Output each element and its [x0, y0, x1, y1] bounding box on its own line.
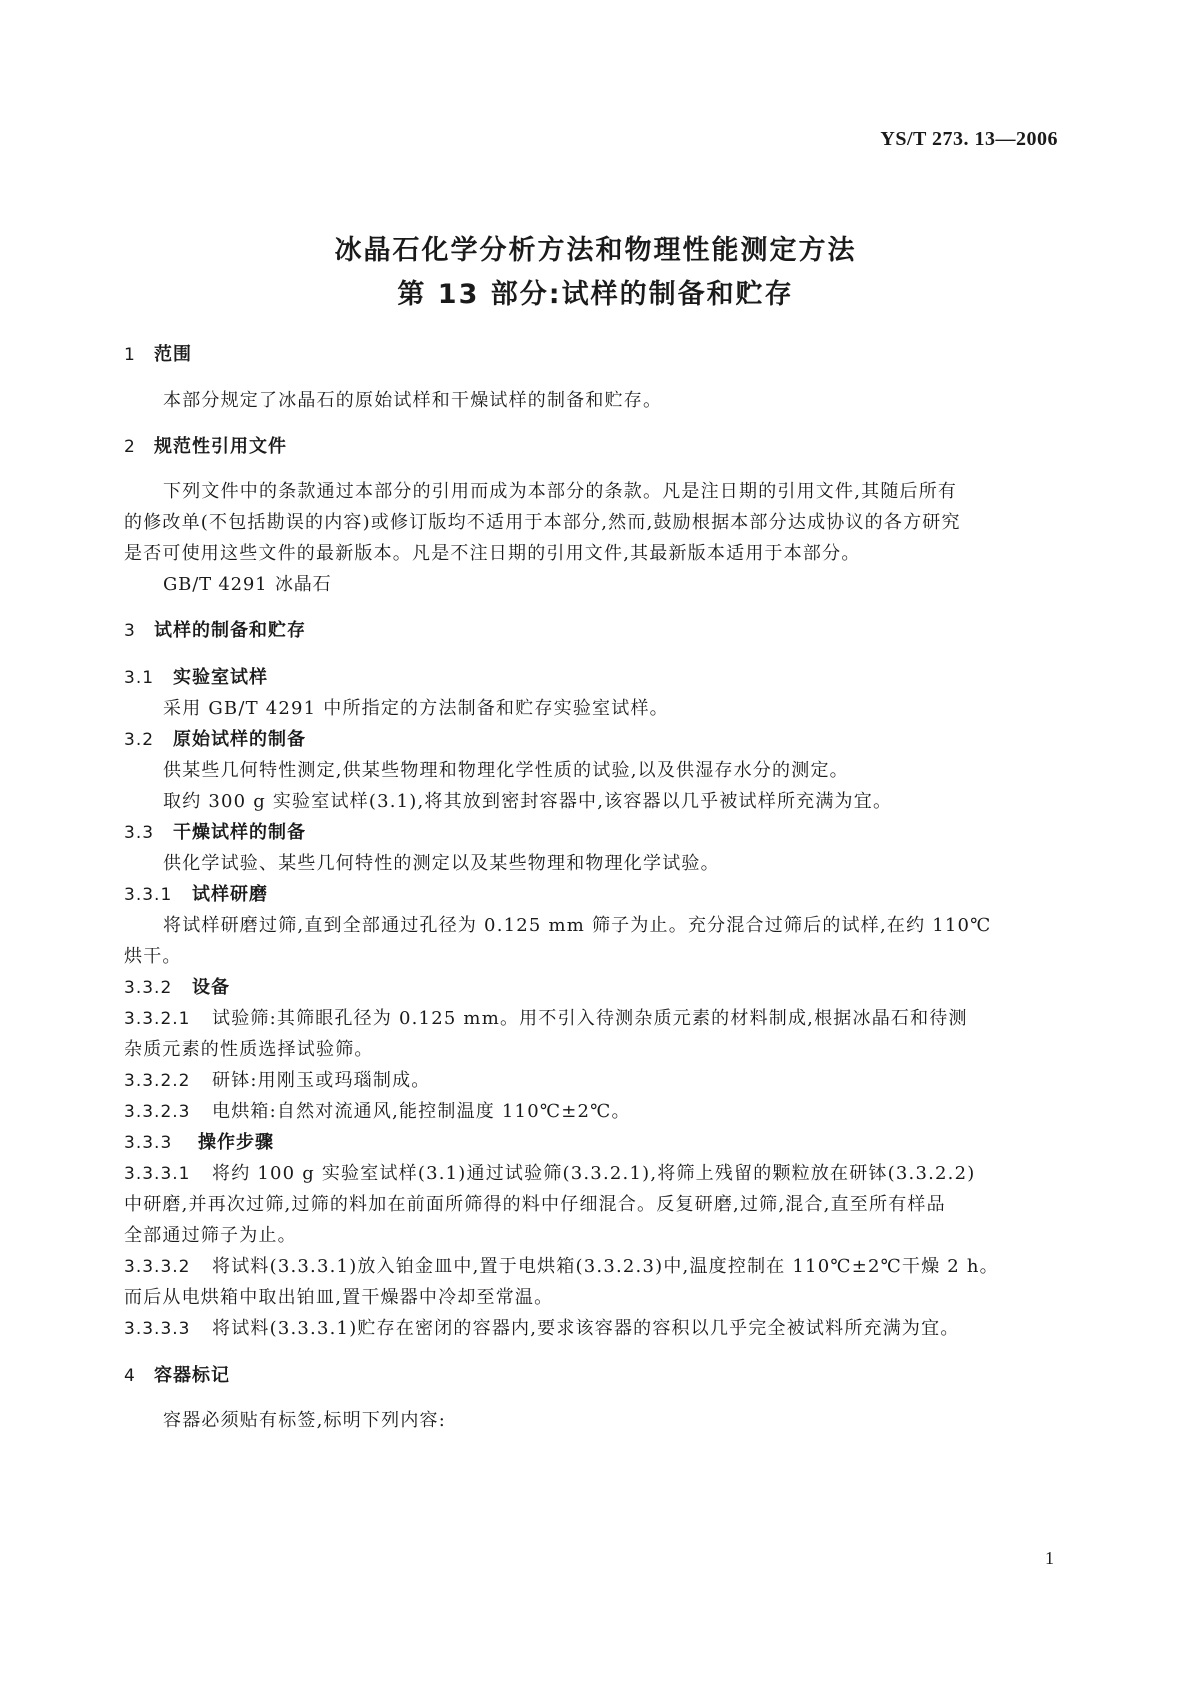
subsection-3-3-1-number: 3.3.1: [124, 885, 173, 905]
section-4-heading: [124, 1361, 230, 1387]
section-1-paragraph: 本部分规定了冰晶石的原始试样和干燥试样的制备和贮存。: [163, 390, 663, 411]
subsection-3-2-paragraph-1: 供某些几何特性测定,供某些物理和物理化学性质的试验,以及供湿存水分的测定。: [163, 760, 849, 781]
section-2-title: 规范性引用文件: [154, 436, 287, 457]
subsection-3-1-number: 3.1: [124, 668, 155, 688]
item-3-3-3-2-text: 将试料(3.3.3.1)放入铂金皿中,置于电烘箱(3.3.2.3)中,温度控制在 110℃±2℃干燥 2 h。: [212, 1256, 999, 1277]
reference-name: 冰晶石: [275, 574, 332, 595]
item-3-3-3-2-line2: 而后从电烘箱中取出铂皿,置干燥器中冷却至常温。: [124, 1287, 554, 1308]
subsection-3-3-1-paragraph-line2: 烘干。: [124, 946, 182, 967]
subsection-3-3-heading: [124, 818, 306, 844]
section-2-paragraph-line3: 是否可使用这些文件的最新版本。凡是不注日期的引用文件,其最新版本适用于本部分。: [124, 543, 861, 564]
subsection-3-3-paragraph: 供化学试验、某些几何特性的测定以及某些物理和物理化学试验。: [163, 853, 720, 874]
item-3-3-2-3: [124, 1097, 631, 1123]
item-3-3-3-3-text: 将试料(3.3.3.1)贮存在密闭的容器内,要求该容器的容积以几乎完全被试料所充满为宜。: [212, 1318, 960, 1339]
page-number: 1: [1045, 1548, 1054, 1568]
subsection-3-3-title: 干燥试样的制备: [173, 822, 306, 843]
section-4-number: 4: [124, 1366, 136, 1386]
item-3-3-3-1-line1: [124, 1159, 975, 1185]
item-3-3-3-1-text: 将约 100 g 实验室试样(3.1)通过试验筛(3.3.2.1),将筛上残留的颗粒放在研钵(3.3.2.2): [212, 1163, 976, 1184]
subsection-3-1-heading: [124, 663, 268, 689]
subsection-3-1-paragraph: 采用 GB/T 4291 中所指定的方法制备和贮存实验室试样。: [163, 698, 669, 719]
section-1-number: 1: [124, 345, 136, 365]
subsection-3-3-2-number: 3.3.2: [124, 978, 173, 998]
section-1-title: 范围: [154, 344, 192, 365]
item-3-3-2-1-line1: [124, 1004, 968, 1030]
section-2-paragraph-line2: 的修改单(不包括勘误的内容)或修订版均不适用于本部分,然而,鼓励根据本部分达成协议的各方研究: [124, 512, 961, 533]
section-4-title: 容器标记: [154, 1365, 230, 1386]
subsection-3-3-number: 3.3: [124, 823, 155, 843]
section-2-paragraph-line1: 下列文件中的条款通过本部分的引用而成为本部分的条款。凡是注日期的引用文件,其随后所有: [163, 481, 958, 502]
item-3-3-3-3: [124, 1314, 960, 1340]
item-3-3-2-2: [124, 1066, 430, 1092]
subsection-3-3-3-title: 操作步骤: [198, 1132, 274, 1153]
reference-code: GB/T 4291: [163, 574, 268, 595]
section-3-number: 3: [124, 621, 136, 641]
section-3-heading: [124, 616, 306, 642]
subsection-3-2-title: 原始试样的制备: [173, 729, 306, 750]
section-1-heading: [124, 340, 192, 366]
item-3-3-3-1-line2: 中研磨,并再次过筛,过筛的料加在前面所筛得的料中仔细混合。反复研磨,过筛,混合,直至所有样品: [124, 1194, 946, 1215]
subsection-3-1-title: 实验室试样: [173, 667, 268, 688]
item-3-3-3-2-line1: [124, 1252, 999, 1278]
subsection-3-3-3-heading: [124, 1128, 274, 1154]
subsection-3-2-number: 3.2: [124, 730, 155, 750]
document-title-line2: 第 13 部分:试样的制备和贮存: [397, 279, 794, 310]
subsection-3-3-1-title: 试样研磨: [192, 884, 268, 905]
item-3-3-2-1-number: 3.3.2.1: [124, 1009, 191, 1029]
subsection-3-2-paragraph-2: 取约 300 g 实验室试样(3.1),将其放到密封容器中,该容器以几乎被试样所充满为宜。: [163, 791, 893, 812]
item-3-3-3-1-number: 3.3.3.1: [124, 1164, 191, 1184]
item-3-3-2-3-text: 电烘箱:自然对流通风,能控制温度 110℃±2℃。: [212, 1101, 631, 1122]
standard-code: YS/T 273. 13—2006: [880, 128, 1058, 150]
document-title-line1: 冰晶石化学分析方法和物理性能测定方法: [334, 235, 857, 266]
item-3-3-3-1-line3: 全部通过筛子为止。: [124, 1225, 297, 1246]
normative-reference: [163, 570, 331, 596]
item-3-3-3-2-number: 3.3.3.2: [124, 1257, 191, 1277]
item-3-3-2-2-text: 研钵:用刚玉或玛瑙制成。: [212, 1070, 431, 1091]
section-2-heading: [124, 432, 287, 458]
section-4-paragraph: 容器必须贴有标签,标明下列内容:: [163, 1410, 446, 1431]
subsection-3-3-1-heading: [124, 880, 268, 906]
section-3-title: 试样的制备和贮存: [154, 620, 306, 641]
section-2-number: 2: [124, 437, 136, 457]
item-3-3-2-1-line2: 杂质元素的性质选择试验筛。: [124, 1039, 374, 1060]
subsection-3-3-1-paragraph-line1: 将试样研磨过筛,直到全部通过孔径为 0.125 mm 筛子为止。充分混合过筛后的试样,在约 110℃: [163, 915, 992, 936]
subsection-3-3-2-title: 设备: [192, 977, 230, 998]
subsection-3-3-3-number: 3.3.3: [124, 1133, 173, 1153]
subsection-3-2-heading: [124, 725, 306, 751]
item-3-3-2-1-text: 试验筛:其筛眼孔径为 0.125 mm。用不引入待测杂质元素的材料制成,根据冰晶石和待测: [212, 1008, 968, 1029]
item-3-3-2-3-number: 3.3.2.3: [124, 1102, 191, 1122]
subsection-3-3-2-heading: [124, 973, 230, 999]
item-3-3-2-2-number: 3.3.2.2: [124, 1071, 191, 1091]
item-3-3-3-3-number: 3.3.3.3: [124, 1319, 191, 1339]
